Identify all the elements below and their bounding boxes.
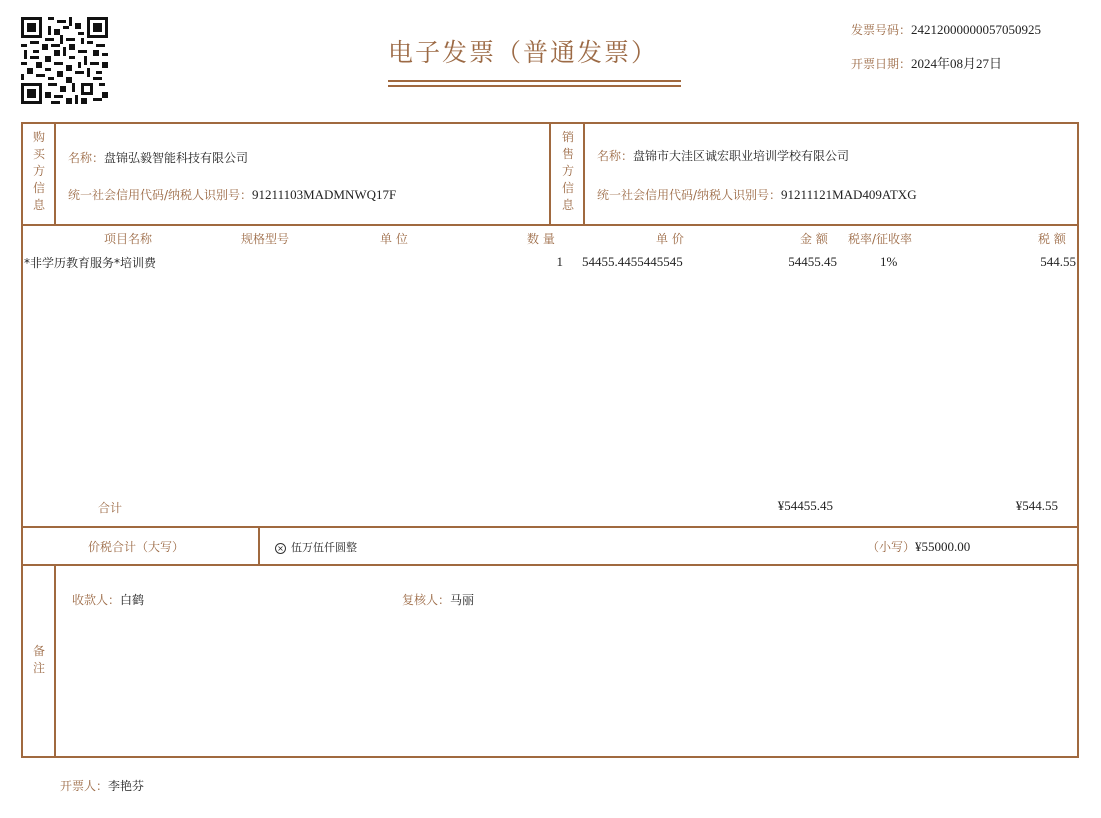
issuer: [60, 777, 144, 794]
invoice-number-value: 24212000000057050925: [911, 22, 1042, 37]
invoice-date-value: 2024年08月27日: [911, 56, 1003, 71]
buyer-label-char: 买: [32, 147, 45, 161]
seller-name: [597, 147, 849, 164]
col-header-tax: 税 额: [1038, 232, 1066, 246]
buyer-label-char: 购: [32, 130, 45, 144]
seller-label-char: 方: [561, 164, 574, 178]
buyer-label-divider: [54, 122, 56, 225]
title-underline: [388, 80, 681, 82]
seller-label-char: 信: [561, 181, 574, 195]
grand-total-lower-label: （小写）: [867, 540, 916, 554]
issuer-value: 李艳芬: [108, 779, 145, 793]
issuer-label: 开票人：: [60, 779, 109, 793]
col-header-price: 单 价: [656, 232, 684, 246]
reviewer: [402, 591, 474, 608]
col-header-unit: 单 位: [380, 232, 408, 246]
seller-taxid-value: 91211121MAD409ATXG: [781, 187, 917, 202]
buyer-name-label: 名称：: [68, 151, 105, 165]
remarks-label-divider: [54, 564, 56, 758]
invoice-date-label: 开票日期：: [851, 57, 912, 71]
invoice-title: 电子发票（普通发票）: [388, 38, 659, 67]
buyer-name: [68, 149, 248, 166]
invoice-number: [851, 21, 1041, 38]
grand-total-upper-value: 伍万伍仟圆整: [291, 541, 357, 554]
col-header-spec: 规格型号: [241, 232, 290, 246]
total-amount: ¥54455.45: [777, 498, 833, 513]
payee: [72, 591, 144, 608]
seller-label-divider: [583, 122, 585, 225]
seller-label-char: 售: [561, 147, 574, 161]
item-tax: 544.55: [1040, 254, 1076, 269]
invoice-number-label: 发票号码：: [851, 23, 912, 37]
seller-label-char: 息: [561, 198, 574, 212]
seller-label-char: 销: [561, 130, 574, 144]
buyer-section-label: [24, 129, 54, 214]
buyer-label-char: 方: [32, 164, 45, 178]
item-name: *非学历教育服务*培训费: [24, 256, 157, 270]
item-amount: 54455.45: [788, 254, 837, 269]
seller-name-value: 盘锦市大洼区诚宏职业培训学校有限公司: [633, 149, 850, 163]
remarks-label-char: 注: [32, 661, 45, 675]
reviewer-value: 马丽: [450, 593, 475, 607]
seller-section-label: [553, 129, 583, 214]
buyer-name-value: 盘锦弘毅智能科技有限公司: [104, 151, 249, 165]
grand-total-label: 价税合计（大写）: [88, 540, 185, 554]
grand-total-lower-value: ¥55000.00: [915, 539, 971, 554]
remarks-frame: [21, 564, 1079, 758]
party-mid-divider: [549, 122, 551, 225]
item-rate: 1%: [880, 254, 898, 269]
x-circle-icon: ×: [275, 543, 286, 554]
buyer-label-char: 信: [32, 181, 45, 195]
col-header-qty: 数 量: [527, 232, 555, 246]
col-header-name: 项目名称: [104, 232, 153, 246]
item-qty: 1: [556, 254, 563, 269]
remarks-label-char: 备: [32, 644, 45, 658]
seller-name-label: 名称：: [597, 149, 634, 163]
invoice-date: [851, 53, 1002, 72]
payee-value: 白鹤: [120, 593, 145, 607]
buyer-taxid-label: 统一社会信用代码/纳税人识别号：: [68, 188, 253, 202]
grand-total-divider: [258, 526, 260, 566]
payee-label: 收款人：: [72, 593, 121, 607]
total-label: 合计: [98, 501, 123, 515]
qr-code: [21, 17, 108, 104]
seller-taxid-label: 统一社会信用代码/纳税人识别号：: [597, 188, 782, 202]
buyer-taxid-value: 91211103MADMNWQ17F: [252, 187, 397, 202]
buyer-taxid: [68, 186, 396, 203]
total-tax: ¥544.55: [1015, 498, 1058, 513]
buyer-label-char: 息: [32, 198, 45, 212]
seller-taxid: [597, 186, 917, 203]
remarks-section-label: [24, 643, 54, 677]
grand-total-lower: [867, 538, 970, 555]
item-price: 54455.4455445545: [582, 254, 683, 269]
reviewer-label: 复核人：: [402, 593, 451, 607]
col-header-amount: 金 额: [800, 232, 828, 246]
grand-total-upper: [275, 539, 357, 555]
title-underline: [388, 85, 681, 87]
col-header-rate: 税率/征收率: [848, 232, 913, 246]
